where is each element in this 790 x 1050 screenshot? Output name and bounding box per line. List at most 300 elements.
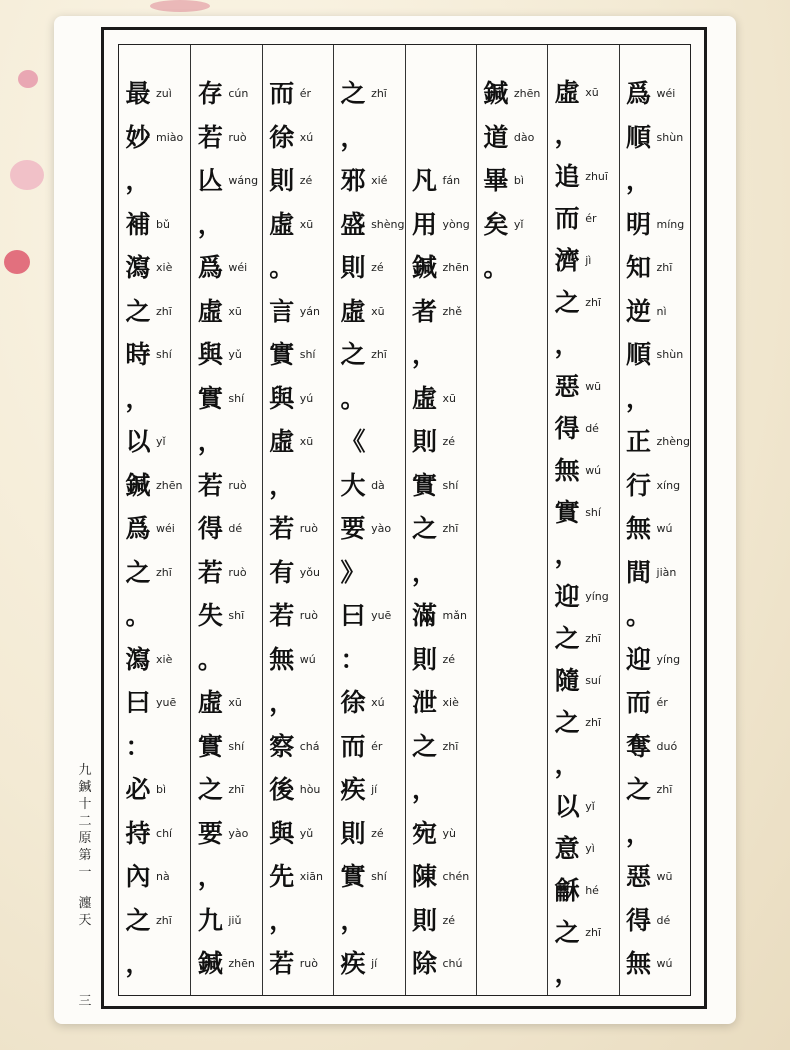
char-cell xyxy=(267,638,316,682)
pinyin: nà xyxy=(156,870,170,884)
hanzi: 而 xyxy=(269,79,295,109)
char-cell xyxy=(338,855,387,899)
hanzi: 之 xyxy=(554,288,580,318)
pinyin: wū xyxy=(585,380,602,394)
page-number: 三 xyxy=(78,994,92,1009)
char-cell xyxy=(624,551,677,595)
hanzi: 先 xyxy=(269,862,295,892)
char-cell xyxy=(338,507,391,551)
pinyin: yì xyxy=(585,841,595,855)
char-cell xyxy=(267,333,316,377)
hanzi: 得 xyxy=(554,414,580,444)
char-cell xyxy=(552,617,601,659)
hanzi: 意 xyxy=(554,833,580,863)
char-cell xyxy=(552,72,598,114)
char-cell xyxy=(624,768,673,812)
char-cell xyxy=(123,855,170,899)
pinyin: xiān xyxy=(299,870,323,884)
hanzi: 則 xyxy=(269,166,295,196)
hanzi: ， xyxy=(269,470,295,500)
hanzi: ， xyxy=(554,120,580,150)
pinyin: zhī xyxy=(442,522,459,536)
pinyin: shèng xyxy=(371,217,405,231)
hanzi: 則 xyxy=(411,644,437,674)
text-column xyxy=(333,45,404,995)
pinyin: xū xyxy=(371,304,385,318)
pinyin: yòng xyxy=(442,217,470,231)
pinyin: xiè xyxy=(156,652,173,666)
pinyin: ruò xyxy=(299,957,318,971)
pinyin: ruò xyxy=(228,565,247,579)
chapter-title-char: 二 xyxy=(78,814,92,829)
hanzi: 行 xyxy=(626,470,652,500)
chapter-title-char: 原 xyxy=(78,831,92,846)
char-cell xyxy=(195,72,248,116)
hanzi: 鍼 xyxy=(411,253,437,283)
hanzi: 疾 xyxy=(340,949,366,979)
char-cell xyxy=(481,116,534,160)
char-cell xyxy=(624,855,673,899)
char-cell xyxy=(123,681,176,725)
char-cell xyxy=(410,246,470,290)
pinyin: wú xyxy=(656,522,673,536)
hanzi: 。 xyxy=(197,644,223,674)
hanzi: 泄 xyxy=(411,688,437,718)
pinyin: zhī xyxy=(656,783,673,797)
pinyin: chá xyxy=(299,739,320,753)
char-cell xyxy=(552,701,601,743)
hanzi: 惡 xyxy=(626,862,652,892)
pinyin: xū xyxy=(228,304,242,318)
pinyin: shí xyxy=(442,478,459,492)
char-cell xyxy=(338,290,384,334)
pinyin: chí xyxy=(156,826,173,840)
hanzi: 瀉 xyxy=(125,253,151,283)
hanzi: 之 xyxy=(626,775,652,805)
char-cell xyxy=(410,725,459,769)
char-cell xyxy=(338,594,391,638)
hanzi: 之 xyxy=(411,731,437,761)
pinyin: suí xyxy=(585,673,601,687)
char-cell xyxy=(123,333,172,377)
pinyin: yù xyxy=(442,826,456,840)
char-cell xyxy=(123,638,172,682)
char-cell xyxy=(552,408,599,450)
char-cell xyxy=(195,464,246,508)
pinyin: wéi xyxy=(228,261,248,275)
char-cell xyxy=(552,869,599,911)
char-cell xyxy=(338,116,368,160)
char-cell xyxy=(195,725,244,769)
hanzi: 瀉 xyxy=(125,644,151,674)
pinyin: zhuī xyxy=(585,170,608,184)
char-cell xyxy=(123,507,175,551)
char-cell xyxy=(624,812,654,856)
char-cell xyxy=(410,290,463,334)
hanzi: 畢 xyxy=(483,166,509,196)
pinyin: shùn xyxy=(656,348,684,362)
char-cell xyxy=(410,377,456,421)
hanzi: 。 xyxy=(483,253,509,283)
pinyin: xú xyxy=(371,696,385,710)
hanzi: 鍼 xyxy=(125,470,151,500)
hanzi: 得 xyxy=(626,905,652,935)
blossom-decoration xyxy=(4,250,30,274)
char-cell xyxy=(267,116,313,160)
char-cell xyxy=(552,366,601,408)
hanzi: 曰 xyxy=(125,688,151,718)
char-cell xyxy=(338,159,387,203)
hanzi: 言 xyxy=(269,296,295,326)
char-cell xyxy=(123,942,153,986)
hanzi: 知 xyxy=(626,253,652,283)
hanzi: 虛 xyxy=(197,688,223,718)
hanzi: 補 xyxy=(125,209,151,239)
pinyin: chú xyxy=(442,957,463,971)
pinyin: fán xyxy=(442,174,461,188)
hanzi: 而 xyxy=(554,204,580,234)
char-cell xyxy=(123,464,183,508)
hanzi: 內 xyxy=(125,862,151,892)
char-cell xyxy=(624,942,673,986)
pinyin: ruò xyxy=(299,522,318,536)
char-cell xyxy=(267,290,320,334)
char-cell xyxy=(338,72,387,116)
hanzi: 迎 xyxy=(554,581,580,611)
char-cell xyxy=(195,812,248,856)
pinyin: ruò xyxy=(228,130,247,144)
hanzi: ： xyxy=(340,644,366,674)
char-cell xyxy=(338,377,368,421)
hanzi: 九 xyxy=(197,905,223,935)
pinyin: bì xyxy=(513,174,524,188)
char-cell xyxy=(338,551,368,595)
hanzi: 無 xyxy=(554,456,580,486)
pinyin: shí xyxy=(228,391,245,405)
char-cell xyxy=(195,246,247,290)
char-cell xyxy=(267,464,297,508)
char-cell xyxy=(195,942,255,986)
hanzi: 實 xyxy=(197,731,223,761)
pinyin: dé xyxy=(228,522,243,536)
char-cell xyxy=(410,333,440,377)
blossom-decoration xyxy=(18,70,38,88)
char-cell xyxy=(338,942,377,986)
pinyin: xiè xyxy=(442,696,459,710)
hanzi: 矣 xyxy=(483,209,509,239)
char-cell xyxy=(267,681,297,725)
char-cell xyxy=(552,156,608,198)
hanzi: 時 xyxy=(125,340,151,370)
hanzi: ， xyxy=(340,122,366,152)
char-cell xyxy=(624,159,654,203)
text-column xyxy=(547,45,618,995)
hanzi: 以 xyxy=(554,791,580,821)
char-cell xyxy=(123,812,172,856)
pinyin: yǔ xyxy=(228,348,242,362)
pinyin: yíng xyxy=(656,652,681,666)
hanzi: 亾 xyxy=(197,166,223,196)
hanzi: 。 xyxy=(626,601,652,631)
chapter-side-title xyxy=(76,762,94,929)
chapter-title-char: 一 xyxy=(78,865,92,880)
hanzi: ， xyxy=(554,959,580,989)
hanzi: 用 xyxy=(411,209,437,239)
hanzi: 以 xyxy=(125,427,151,457)
text-column xyxy=(476,45,547,995)
text-column xyxy=(619,45,690,995)
pinyin: shí xyxy=(156,348,172,362)
hanzi: 最 xyxy=(125,79,151,109)
hanzi: ， xyxy=(554,749,580,779)
pinyin: yíng xyxy=(585,589,609,603)
char-cell xyxy=(123,246,172,290)
hanzi: ， xyxy=(340,905,366,935)
hanzi: 爲 xyxy=(197,253,223,283)
hanzi: 若 xyxy=(197,470,223,500)
hanzi: 若 xyxy=(269,949,295,979)
pinyin: zé xyxy=(371,261,384,275)
hanzi: ， xyxy=(411,775,437,805)
hanzi: 若 xyxy=(269,601,295,631)
pinyin: ér xyxy=(656,696,668,710)
char-cell xyxy=(410,203,470,247)
char-cell xyxy=(195,420,225,464)
hanzi: 而 xyxy=(626,688,652,718)
char-cell xyxy=(338,899,368,943)
pinyin: yǒu xyxy=(299,565,320,579)
char-cell xyxy=(267,203,313,247)
hanzi: 之 xyxy=(554,623,580,653)
char-cell xyxy=(195,116,246,160)
hanzi: 盛 xyxy=(340,209,366,239)
hanzi: 則 xyxy=(340,253,366,283)
hanzi: ， xyxy=(197,427,223,457)
hanzi: 察 xyxy=(269,731,295,761)
hanzi: ， xyxy=(626,166,652,196)
char-cell xyxy=(195,681,241,725)
pinyin: bì xyxy=(156,783,167,797)
hanzi: 徐 xyxy=(269,122,295,152)
pinyin: shùn xyxy=(656,130,684,144)
pinyin: zé xyxy=(442,435,456,449)
chapter-title-char: 十 xyxy=(78,797,92,812)
pinyin: zhī xyxy=(585,631,601,645)
pinyin: zhī xyxy=(371,348,387,362)
pinyin: zé xyxy=(371,826,384,840)
hanzi: 濟 xyxy=(554,246,580,276)
char-cell xyxy=(195,290,241,334)
pinyin: xié xyxy=(371,174,388,188)
char-cell xyxy=(624,420,690,464)
pinyin: yǐ xyxy=(513,217,524,231)
pinyin: jiǔ xyxy=(228,913,242,927)
hanzi: 者 xyxy=(411,296,437,326)
hanzi: 持 xyxy=(125,818,151,848)
pinyin: xiè xyxy=(156,261,173,275)
text-column xyxy=(119,45,190,995)
hanzi: 爲 xyxy=(125,514,151,544)
pinyin: jiàn xyxy=(656,565,677,579)
hanzi: 虛 xyxy=(411,383,437,413)
pinyin: ér xyxy=(371,739,383,753)
text-column xyxy=(190,45,261,995)
chapter-title-char: 鍼 xyxy=(78,780,92,795)
char-cell xyxy=(410,855,470,899)
hanzi: 逆 xyxy=(626,296,652,326)
hanzi: 無 xyxy=(626,514,652,544)
hanzi: 實 xyxy=(269,340,295,370)
pinyin: jí xyxy=(371,957,378,971)
pinyin: shí xyxy=(228,739,245,753)
text-column xyxy=(262,45,333,995)
char-cell xyxy=(267,594,318,638)
pinyin: yú xyxy=(299,391,314,405)
char-cell xyxy=(552,575,609,617)
char-cell xyxy=(195,159,258,203)
char-cell xyxy=(123,899,172,943)
hanzi: 鍼 xyxy=(197,949,223,979)
hanzi: 必 xyxy=(125,775,151,805)
hanzi: ， xyxy=(626,818,652,848)
hanzi: 則 xyxy=(340,818,366,848)
chapter-title-char: 第 xyxy=(78,848,92,863)
char-cell xyxy=(552,240,591,282)
char-cell xyxy=(123,725,153,769)
char-cell xyxy=(552,659,601,701)
hanzi: ： xyxy=(125,731,151,761)
char-cell xyxy=(481,203,524,247)
pinyin: zé xyxy=(442,652,456,666)
char-cell xyxy=(410,812,456,856)
char-cell xyxy=(123,768,166,812)
pinyin: yào xyxy=(228,826,249,840)
pinyin: zhī xyxy=(156,565,172,579)
char-cell xyxy=(552,911,601,953)
pinyin: shí xyxy=(585,506,601,519)
pinyin: xū xyxy=(442,391,456,405)
hanzi: 虛 xyxy=(554,78,580,108)
char-cell xyxy=(338,725,382,769)
hanzi: ， xyxy=(554,539,580,569)
pinyin: dào xyxy=(513,130,535,144)
pinyin: cún xyxy=(228,87,249,101)
pinyin: mǎn xyxy=(442,609,467,623)
char-cell xyxy=(552,827,595,869)
hanzi: 要 xyxy=(197,818,223,848)
char-cell xyxy=(410,942,463,986)
char-cell xyxy=(552,492,601,534)
hanzi: 邪 xyxy=(340,166,366,196)
pinyin: yǐ xyxy=(156,435,166,449)
hanzi: 滿 xyxy=(411,601,437,631)
hanzi: 順 xyxy=(626,122,652,152)
pinyin: bǔ xyxy=(156,217,170,231)
char-cell xyxy=(338,333,387,377)
pinyin: jì xyxy=(585,254,592,268)
pinyin: zhèng xyxy=(656,435,690,449)
pinyin: shí xyxy=(299,348,316,362)
pinyin: zhī xyxy=(585,715,601,729)
char-cell xyxy=(552,533,582,575)
pinyin: ér xyxy=(299,87,312,101)
char-cell xyxy=(267,899,297,943)
hanzi: ， xyxy=(554,330,580,360)
char-cell xyxy=(123,203,170,247)
hanzi: 奪 xyxy=(626,731,652,761)
hanzi: ， xyxy=(125,166,151,196)
pinyin: zhēn xyxy=(228,957,255,971)
hanzi: 《 xyxy=(340,427,366,457)
pinyin: hòu xyxy=(299,783,321,797)
char-cell xyxy=(481,72,541,116)
char-cell xyxy=(267,768,321,812)
hanzi: 妙 xyxy=(125,122,151,152)
char-cell xyxy=(123,420,166,464)
hanzi: 有 xyxy=(269,557,295,587)
pinyin: yǐ xyxy=(585,799,595,813)
char-cell xyxy=(624,638,681,682)
pinyin: zhēn xyxy=(513,87,541,101)
hanzi: 之 xyxy=(125,557,151,587)
hanzi: 則 xyxy=(411,427,437,457)
pinyin: ruò xyxy=(299,609,318,623)
char-cell xyxy=(410,507,459,551)
pinyin: yuē xyxy=(156,696,177,710)
pinyin: wéi xyxy=(156,522,175,536)
hanzi: 若 xyxy=(269,514,295,544)
pinyin: duó xyxy=(656,739,678,753)
hanzi: 道 xyxy=(483,122,509,152)
pinyin: zé xyxy=(299,174,313,188)
pinyin: yán xyxy=(299,304,320,318)
pinyin: wú xyxy=(656,957,673,971)
chapter-subtitle xyxy=(76,895,94,929)
char-cell xyxy=(338,464,385,508)
pinyin: yuē xyxy=(371,609,392,623)
hanzi: 若 xyxy=(197,122,223,152)
hanzi: 徐 xyxy=(340,688,366,718)
hanzi: 之 xyxy=(125,296,151,326)
pinyin: hé xyxy=(585,883,599,897)
char-cell xyxy=(552,785,595,827)
char-cell xyxy=(624,116,684,160)
hanzi: 龢 xyxy=(554,875,580,905)
char-cell xyxy=(410,681,459,725)
hanzi: 實 xyxy=(411,470,437,500)
char-cell xyxy=(481,246,511,290)
hanzi: 實 xyxy=(340,862,366,892)
char-cell xyxy=(338,246,384,290)
char-cell xyxy=(552,114,582,156)
char-cell xyxy=(123,72,172,116)
pinyin: míng xyxy=(656,217,685,231)
char-cell xyxy=(267,725,320,769)
blossom-decoration xyxy=(150,0,210,12)
char-cell xyxy=(267,551,320,595)
char-cell xyxy=(267,855,323,899)
char-cell xyxy=(195,203,225,247)
char-cell xyxy=(410,72,440,116)
char-cell xyxy=(195,594,244,638)
hanzi: 存 xyxy=(197,79,223,109)
hanzi: 。 xyxy=(269,253,295,283)
hanzi: 惡 xyxy=(554,372,580,402)
hanzi: ， xyxy=(626,383,652,413)
char-cell xyxy=(552,743,582,785)
pinyin: dà xyxy=(371,478,385,492)
hanzi: 除 xyxy=(411,949,437,979)
